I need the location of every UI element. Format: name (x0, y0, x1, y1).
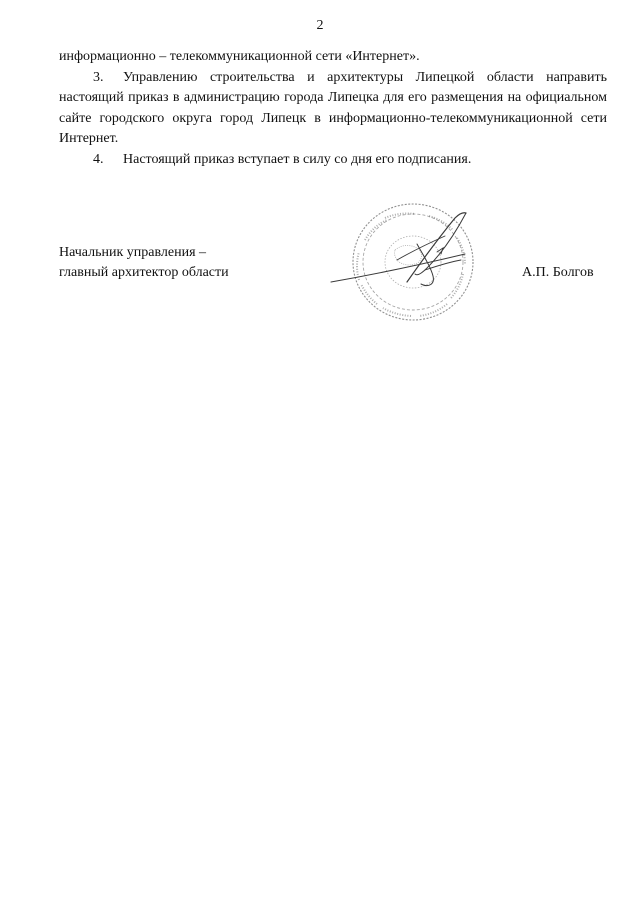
signatory-position-line2: главный архитектор области (59, 265, 229, 280)
signatory-name: А.П. Болгов (522, 265, 594, 280)
paragraph-3-number: 3. (93, 69, 104, 85)
official-stamp-with-signature (325, 200, 515, 335)
document-body (59, 47, 607, 170)
paragraph-4-number: 4. (93, 151, 104, 167)
stamp-seal (353, 204, 473, 320)
paragraph-3 (59, 68, 607, 150)
page-number: 2 (316, 18, 324, 33)
paragraph-4 (59, 150, 607, 171)
paragraph-4-text: Настоящий приказ вступает в силу со дня его подписания. (123, 151, 472, 167)
paragraph-continuation: информационно – телекоммуникационной сети «Интернет». (59, 49, 420, 64)
paragraph-3-text: Управлению строительства и архитектуры Липецкой области направить настоящий приказ в администрацию города Липецка для его размещения на официальном сайте городского округа город Липецк в информационно-телекоммуникационной сети Интернет. (59, 69, 607, 146)
signatory-position-line1: Начальник управления – (59, 245, 207, 260)
signatory-position (59, 243, 229, 283)
